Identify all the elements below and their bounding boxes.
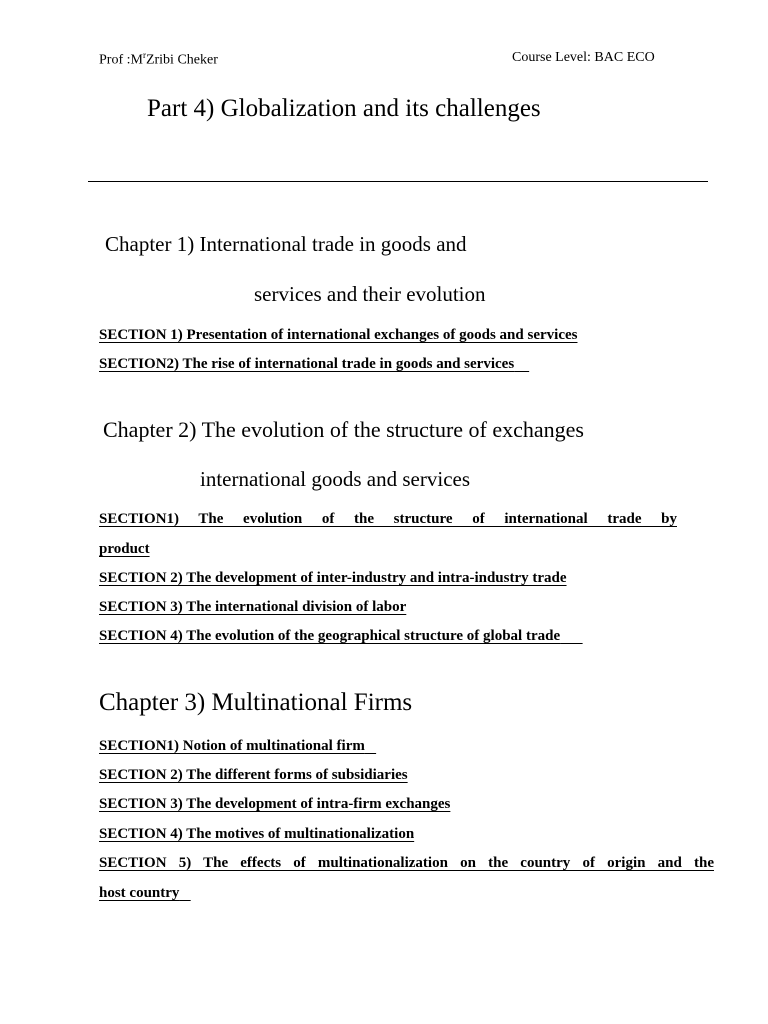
chapter-2-section-2: SECTION 2) The development of inter-industry and intra-industry trade [99,570,567,586]
chapter-2-section-1: SECTION1) The evolution of the structure of international trade by [99,511,677,527]
prof-name-text: Zribi Cheker [145,52,218,68]
title-divider [88,181,708,182]
underline-tail [179,885,190,901]
chapter-1-title-line1: Chapter 1) International trade in goods and [105,232,467,256]
underline-tail [560,628,583,644]
chapter-3-section-2: SECTION 2) The different forms of subsidiaries [99,767,408,783]
chapter-3-section-5-cont [99,885,191,902]
part-title: Part 4) Globalization and its challenges [147,95,541,122]
underline-tail [514,356,529,372]
chapter-2-section-4-text: SECTION 4) The evolution of the geographical structure of global trade [99,628,561,644]
chapter-3-section-1-text: SECTION1) Notion of multinational firm [99,738,365,754]
chapter-1-section-1: SECTION 1) Presentation of international exchanges of goods and services [99,327,578,343]
chapter-2-section-1-cont: product [99,541,150,557]
chapter-3-section-1 [99,738,376,755]
underline-tail [365,738,376,754]
chapter-3-section-3: SECTION 3) The development of intra-firm exchanges [99,796,451,812]
chapter-1-title-line2: services and their evolution [254,282,486,306]
chapter-3-section-4: SECTION 4) The motives of multinationalization [99,826,415,842]
chapter-3-section-5: SECTION 5) The effects of multinationalization on the country of origin and the [99,855,714,871]
professor-name [99,50,218,69]
chapter-1-section-2 [99,356,529,373]
prof-prefix: Prof :M [99,52,143,68]
chapter-2-section-4 [99,628,583,645]
chapter-2-section-3: SECTION 3) The international division of labor [99,599,407,615]
chapter-2-title-line1: Chapter 2) The evolution of the structure of exchanges [103,417,584,442]
prof-sup: r [142,50,146,60]
course-level: Course Level: BAC ECO [512,50,655,65]
chapter-3-title: Chapter 3) Multinational Firms [99,689,413,716]
chapter-1-section-2-text: SECTION2) The rise of international trade in goods and services [99,356,515,372]
chapter-2-title-line2: international goods and services [200,467,471,491]
chapter-3-section-5-cont-text: host country [99,885,180,901]
